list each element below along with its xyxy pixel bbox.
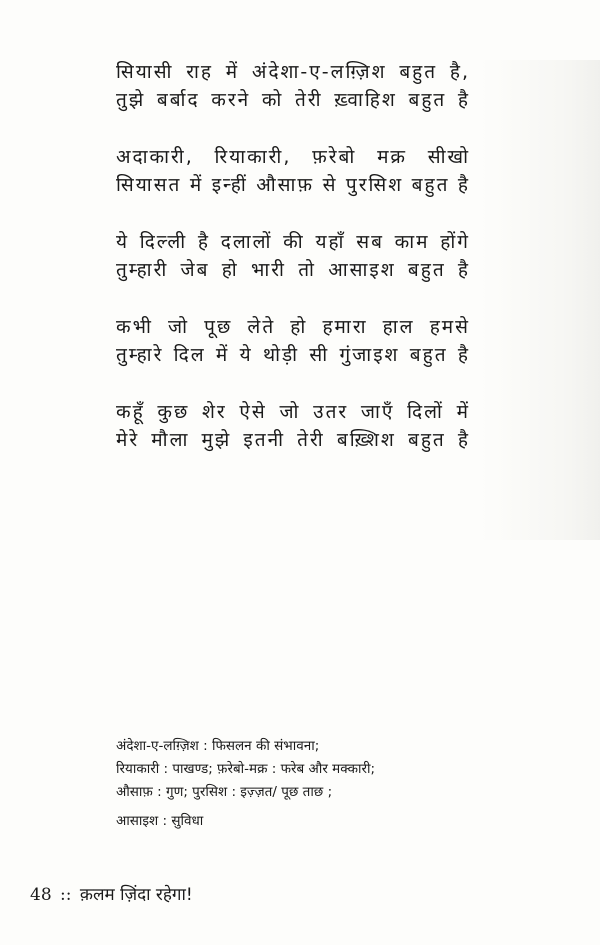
stanza-2 <box>116 143 470 199</box>
stanza-4 <box>116 313 470 369</box>
poem-line: तुम्हारी जेब हो भारी तो आसाइश बहुत है <box>116 259 470 281</box>
glossary-line: अंदेशा-ए-लग़्ज़िश : फिसलन की संभावना; <box>116 738 320 754</box>
poem-line: सियासत में इन्हीं औसाफ़ से पुरसिश बहुत है <box>116 174 470 196</box>
glossary-line: रियाकारी : पाखण्ड; फ़रेबो-मक्र : फरेब और मक्कारी; <box>116 761 376 777</box>
poem <box>116 58 470 483</box>
page-number: 48 <box>30 885 52 905</box>
glossary-line: आसाइश : सुविधा <box>116 813 204 829</box>
poem-line: कहूँ कुछ शेर ऐसे जो उतर जाएँ दिलों में <box>116 401 470 423</box>
poem-line: अदाकारी, रियाकारी, फ़रेबो मक्र सीखो <box>116 146 470 168</box>
poem-line: तुझे बर्बाद करने को तेरी ख़्वाहिश बहुत है <box>116 89 470 111</box>
show-through-shadow <box>480 60 600 540</box>
stanza-3 <box>116 228 470 284</box>
stanza-5 <box>116 398 470 454</box>
poem-line: तुम्हारे दिल में ये थोड़ी सी गुंजाइश बहुत है <box>116 344 470 366</box>
glossary-line: औसाफ़ : गुण; पुरसिश : इज़्ज़त/ पूछ ताछ ; <box>116 784 333 800</box>
poem-line: मेरे मौला मुझे इतनी तेरी बख़्शिश बहुत है <box>116 429 470 451</box>
poem-line: ये दिल्ली है दलालों की यहाँ सब काम होंगे <box>116 231 470 253</box>
poem-line: सियासी राह में अंदेशा-ए-लग़्ज़िश बहुत है, <box>116 61 470 83</box>
glossary <box>116 735 496 833</box>
footer-separator: :: <box>60 885 72 905</box>
poem-line: कभी जो पूछ लेते हो हमारा हाल हमसे <box>116 316 470 338</box>
page-footer <box>30 883 193 907</box>
stanza-1 <box>116 58 470 114</box>
book-title: क़लम ज़िंदा रहेगा! <box>79 885 193 905</box>
